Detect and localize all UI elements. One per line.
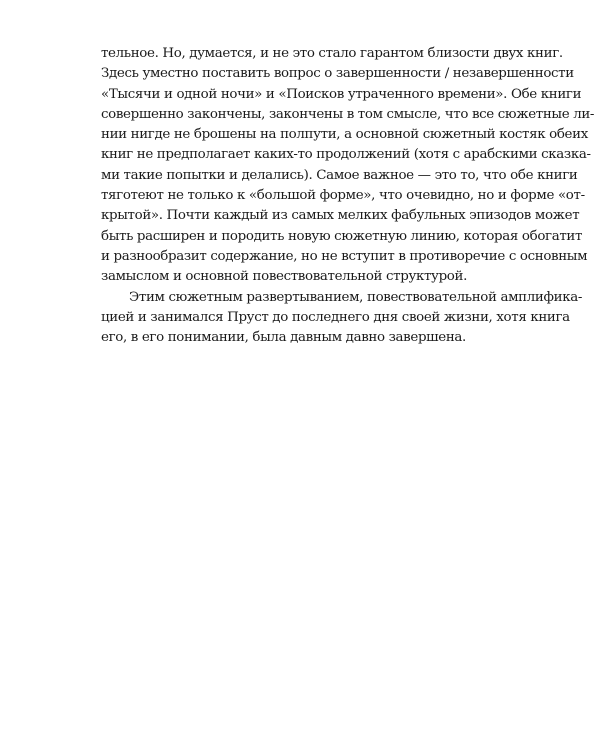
- body-text: [101, 44, 595, 348]
- text-line: крытой». Почти каждый из самых мелких фабульных эпизодов может: [101, 208, 580, 224]
- text-line: цией и занимался Пруст до последнего дня своей жизни, хотя книга: [101, 309, 570, 325]
- text-line: Этим сюжетным развертыванием, повествовательной амплифика-: [129, 289, 583, 305]
- text-line: «Тысячи и одной ночи» и «Поисков утраченного времени». Обе книги: [101, 86, 582, 102]
- text-line: книг не предполагает каких-то продолжений (хотя с арабскими сказка-: [101, 147, 591, 163]
- text-line: тельное. Но, думается, и не это стало гарантом близости двух книг.: [101, 46, 563, 61]
- text-line: его, в его понимании, была давным давно завершена.: [101, 330, 466, 346]
- text-line: ми такие попытки и делались). Самое важное — это то, что обе книги: [101, 167, 578, 183]
- text-line: и разнообразит содержание, но не вступит в противоречие с основным: [101, 248, 588, 264]
- text-line: быть расширен и породить новую сюжетную линию, которая обогатит: [101, 228, 583, 244]
- text-line: замыслом и основной повествовательной структурой.: [101, 269, 467, 285]
- paragraph-2: [101, 288, 583, 349]
- text-line: нии нигде не брошены на полпути, а основной сюжетный костяк обеих: [101, 127, 588, 143]
- text-line: тяготеют не только к «большой форме», что очевидно, но и форме «от-: [101, 188, 585, 204]
- paragraph-1: [101, 44, 595, 288]
- text-line: Здесь уместно поставить вопрос о завершенности / незавершенности: [101, 66, 574, 82]
- text-line: совершенно закончены, закончены в том смысле, что все сюжетные ли-: [101, 106, 595, 122]
